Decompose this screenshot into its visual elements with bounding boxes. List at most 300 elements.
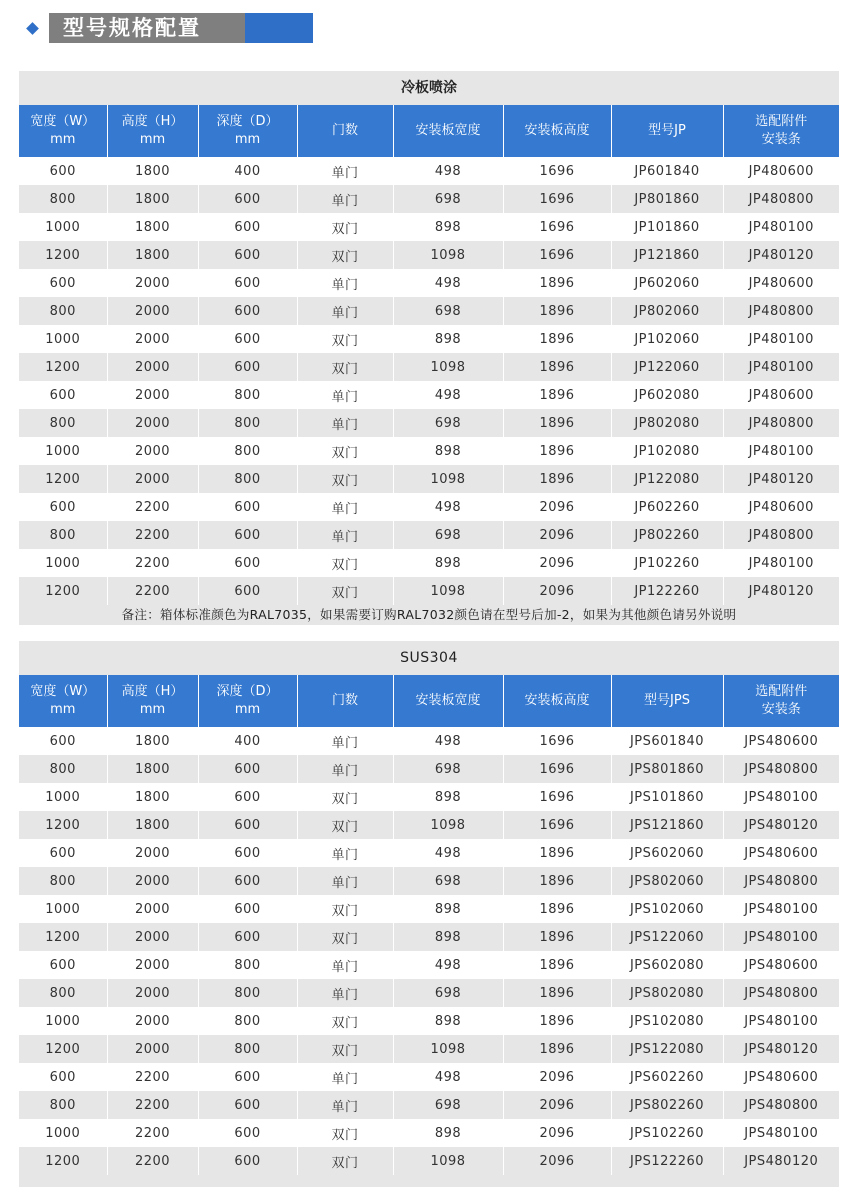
cell-plate-width: 898 <box>393 437 503 465</box>
table-header-row <box>19 105 839 157</box>
cell-width: 1200 <box>19 353 107 381</box>
cell-depth: 600 <box>198 839 297 867</box>
cell-depth: 600 <box>198 577 297 605</box>
cell-height: 2000 <box>107 867 198 895</box>
cell-accessory: JP480600 <box>723 493 839 521</box>
cell-plate-width: 898 <box>393 783 503 811</box>
cell-accessory: JP480600 <box>723 157 839 185</box>
cell-height: 2000 <box>107 979 198 1007</box>
cell-accessory: JPS480800 <box>723 755 839 783</box>
table-row <box>19 895 839 923</box>
cell-width: 600 <box>19 381 107 409</box>
cell-plate-height: 1896 <box>503 1007 611 1035</box>
cell-height: 2000 <box>107 1007 198 1035</box>
cell-model: JP102080 <box>611 437 723 465</box>
cell-model: JP601840 <box>611 157 723 185</box>
table-row <box>19 353 839 381</box>
cell-accessory: JPS480800 <box>723 867 839 895</box>
cell-accessory: JPS480120 <box>723 1147 839 1175</box>
table-row <box>19 577 839 605</box>
cell-plate-width: 698 <box>393 1091 503 1119</box>
cell-width: 1200 <box>19 577 107 605</box>
cell-model: JP602260 <box>611 493 723 521</box>
cell-depth: 600 <box>198 185 297 213</box>
cell-plate-height: 1696 <box>503 241 611 269</box>
cell-plate-width: 898 <box>393 895 503 923</box>
cell-plate-height: 1896 <box>503 839 611 867</box>
table-row <box>19 783 839 811</box>
cell-doors: 单门 <box>297 755 393 783</box>
cell-width: 600 <box>19 951 107 979</box>
cell-depth: 600 <box>198 1063 297 1091</box>
cell-model: JPS122080 <box>611 1035 723 1063</box>
cell-accessory: JP480100 <box>723 437 839 465</box>
cell-width: 1000 <box>19 437 107 465</box>
col-width: 宽度（W） mm <box>19 105 107 157</box>
cell-accessory: JPS480600 <box>723 1063 839 1091</box>
cell-doors: 单门 <box>297 1091 393 1119</box>
cell-doors: 单门 <box>297 381 393 409</box>
cell-model: JP801860 <box>611 185 723 213</box>
cell-width: 600 <box>19 493 107 521</box>
cell-plate-width: 498 <box>393 493 503 521</box>
cell-plate-width: 1098 <box>393 1035 503 1063</box>
cell-plate-height: 1696 <box>503 755 611 783</box>
cell-model: JP802060 <box>611 297 723 325</box>
cell-plate-height: 2096 <box>503 1091 611 1119</box>
cell-depth: 600 <box>198 867 297 895</box>
cell-plate-height: 1896 <box>503 923 611 951</box>
cell-accessory: JPS480100 <box>723 923 839 951</box>
cell-accessory: JP480100 <box>723 213 839 241</box>
cell-doors: 双门 <box>297 811 393 839</box>
cell-height: 1800 <box>107 783 198 811</box>
cell-width: 600 <box>19 1063 107 1091</box>
cell-plate-width: 898 <box>393 213 503 241</box>
cell-plate-width: 898 <box>393 549 503 577</box>
spec-table <box>19 675 839 1175</box>
cell-accessory: JP480120 <box>723 241 839 269</box>
cell-accessory: JP480100 <box>723 325 839 353</box>
cell-plate-width: 1098 <box>393 1147 503 1175</box>
cell-width: 600 <box>19 727 107 755</box>
cell-doors: 单门 <box>297 269 393 297</box>
cell-height: 2000 <box>107 839 198 867</box>
cell-height: 1800 <box>107 755 198 783</box>
cell-doors: 单门 <box>297 727 393 755</box>
cell-depth: 400 <box>198 727 297 755</box>
cell-plate-height: 1896 <box>503 269 611 297</box>
cell-depth: 800 <box>198 1035 297 1063</box>
cell-width: 1200 <box>19 923 107 951</box>
table-row <box>19 1119 839 1147</box>
cell-depth: 800 <box>198 409 297 437</box>
col-depth: 深度（D） mm <box>198 675 297 727</box>
col-height: 高度（H） mm <box>107 675 198 727</box>
cell-plate-width: 698 <box>393 185 503 213</box>
cell-height: 2000 <box>107 951 198 979</box>
cell-height: 2000 <box>107 465 198 493</box>
cell-depth: 800 <box>198 381 297 409</box>
cell-plate-width: 498 <box>393 839 503 867</box>
cell-depth: 600 <box>198 1147 297 1175</box>
col-model: 型号JP <box>611 105 723 157</box>
cell-plate-height: 2096 <box>503 1119 611 1147</box>
spec-table <box>19 105 839 605</box>
cell-model: JP122080 <box>611 465 723 493</box>
table-row <box>19 157 839 185</box>
cell-height: 2200 <box>107 1119 198 1147</box>
cell-depth: 600 <box>198 353 297 381</box>
cell-model: JP121860 <box>611 241 723 269</box>
table-row <box>19 1007 839 1035</box>
cell-doors: 单门 <box>297 409 393 437</box>
cell-accessory: JPS480120 <box>723 811 839 839</box>
cell-plate-height: 1696 <box>503 157 611 185</box>
cell-plate-width: 698 <box>393 521 503 549</box>
cell-plate-height: 1696 <box>503 727 611 755</box>
cell-plate-height: 1896 <box>503 381 611 409</box>
cell-model: JPS802060 <box>611 867 723 895</box>
cell-doors: 双门 <box>297 923 393 951</box>
cell-plate-height: 1896 <box>503 867 611 895</box>
cell-model: JPS102060 <box>611 895 723 923</box>
cell-model: JPS101860 <box>611 783 723 811</box>
cell-height: 2000 <box>107 325 198 353</box>
table-row <box>19 213 839 241</box>
cell-depth: 600 <box>198 493 297 521</box>
cell-doors: 双门 <box>297 437 393 465</box>
cell-plate-width: 498 <box>393 269 503 297</box>
cell-accessory: JP480800 <box>723 297 839 325</box>
cell-depth: 600 <box>198 1091 297 1119</box>
cell-depth: 800 <box>198 1007 297 1035</box>
cell-plate-height: 1896 <box>503 1035 611 1063</box>
cell-accessory: JPS480800 <box>723 979 839 1007</box>
cell-model: JPS602260 <box>611 1063 723 1091</box>
cell-model: JP122060 <box>611 353 723 381</box>
cell-plate-width: 1098 <box>393 465 503 493</box>
cell-width: 800 <box>19 755 107 783</box>
cell-width: 1000 <box>19 783 107 811</box>
cell-plate-width: 698 <box>393 979 503 1007</box>
cell-height: 1800 <box>107 811 198 839</box>
cell-width: 800 <box>19 297 107 325</box>
cell-plate-width: 698 <box>393 297 503 325</box>
cell-width: 1000 <box>19 895 107 923</box>
cell-doors: 单门 <box>297 185 393 213</box>
cell-height: 2000 <box>107 353 198 381</box>
cell-height: 2200 <box>107 549 198 577</box>
cell-plate-width: 498 <box>393 157 503 185</box>
col-height: 高度（H） mm <box>107 105 198 157</box>
table-row <box>19 951 839 979</box>
cell-width: 800 <box>19 185 107 213</box>
cell-width: 800 <box>19 867 107 895</box>
table-row <box>19 325 839 353</box>
cell-width: 1200 <box>19 241 107 269</box>
cell-height: 2000 <box>107 297 198 325</box>
cell-height: 1800 <box>107 213 198 241</box>
col-model: 型号JPS <box>611 675 723 727</box>
cell-doors: 双门 <box>297 353 393 381</box>
cell-doors: 单门 <box>297 867 393 895</box>
cell-depth: 800 <box>198 979 297 1007</box>
cell-doors: 双门 <box>297 1119 393 1147</box>
cell-model: JPS801860 <box>611 755 723 783</box>
table-row <box>19 1063 839 1091</box>
cell-depth: 600 <box>198 269 297 297</box>
col-plate-height: 安装板高度 <box>503 675 611 727</box>
cell-plate-height: 1896 <box>503 895 611 923</box>
cell-plate-height: 1696 <box>503 213 611 241</box>
cell-model: JPS602060 <box>611 839 723 867</box>
cell-doors: 双门 <box>297 1007 393 1035</box>
cell-plate-width: 1098 <box>393 241 503 269</box>
cell-plate-width: 498 <box>393 381 503 409</box>
cell-plate-width: 898 <box>393 923 503 951</box>
cell-model: JPS601840 <box>611 727 723 755</box>
cell-width: 800 <box>19 409 107 437</box>
cell-depth: 800 <box>198 465 297 493</box>
cell-height: 2000 <box>107 895 198 923</box>
cell-accessory: JP480800 <box>723 409 839 437</box>
cell-doors: 双门 <box>297 465 393 493</box>
cell-height: 1800 <box>107 727 198 755</box>
table-header-row <box>19 675 839 727</box>
cell-model: JPS122260 <box>611 1147 723 1175</box>
cell-width: 1200 <box>19 811 107 839</box>
page-title: 型号规格配置 <box>49 13 245 43</box>
cell-depth: 600 <box>198 1119 297 1147</box>
cell-plate-height: 2096 <box>503 577 611 605</box>
cell-doors: 单门 <box>297 1063 393 1091</box>
cell-plate-height: 2096 <box>503 549 611 577</box>
col-doors: 门数 <box>297 675 393 727</box>
cell-doors: 单门 <box>297 839 393 867</box>
cell-width: 1000 <box>19 1119 107 1147</box>
col-plate-width: 安装板宽度 <box>393 105 503 157</box>
cell-plate-width: 498 <box>393 1063 503 1091</box>
cell-plate-width: 1098 <box>393 811 503 839</box>
cell-model: JPS802260 <box>611 1091 723 1119</box>
cell-model: JP802260 <box>611 521 723 549</box>
col-plate-height: 安装板高度 <box>503 105 611 157</box>
cell-width: 1000 <box>19 549 107 577</box>
cell-width: 800 <box>19 1091 107 1119</box>
section-header <box>22 13 313 43</box>
cell-height: 2000 <box>107 381 198 409</box>
cell-height: 2200 <box>107 1147 198 1175</box>
cell-doors: 单门 <box>297 493 393 521</box>
cell-accessory: JPS480120 <box>723 1035 839 1063</box>
cell-doors: 双门 <box>297 1147 393 1175</box>
cell-accessory: JP480600 <box>723 269 839 297</box>
cell-doors: 双门 <box>297 325 393 353</box>
table-row <box>19 811 839 839</box>
cell-doors: 单门 <box>297 951 393 979</box>
table-cold-plate <box>19 71 839 625</box>
cell-depth: 800 <box>198 951 297 979</box>
cell-depth: 600 <box>198 325 297 353</box>
table-row <box>19 493 839 521</box>
cell-height: 1800 <box>107 185 198 213</box>
table-row <box>19 185 839 213</box>
cell-model: JPS102080 <box>611 1007 723 1035</box>
cell-depth: 600 <box>198 755 297 783</box>
table-caption: 冷板喷涂 <box>19 71 839 105</box>
table-row <box>19 521 839 549</box>
cell-depth: 800 <box>198 437 297 465</box>
col-accessory: 选配附件 安装条 <box>723 675 839 727</box>
table-row <box>19 727 839 755</box>
cell-model: JPS121860 <box>611 811 723 839</box>
cell-depth: 600 <box>198 213 297 241</box>
cell-accessory: JPS480100 <box>723 895 839 923</box>
cell-model: JP101860 <box>611 213 723 241</box>
cell-height: 2200 <box>107 1063 198 1091</box>
cell-accessory: JPS480600 <box>723 839 839 867</box>
cell-doors: 双门 <box>297 241 393 269</box>
cell-plate-height: 2096 <box>503 521 611 549</box>
cell-width: 600 <box>19 269 107 297</box>
cell-plate-height: 1696 <box>503 185 611 213</box>
cell-accessory: JPS480600 <box>723 727 839 755</box>
cell-height: 2000 <box>107 409 198 437</box>
cell-accessory: JP480800 <box>723 185 839 213</box>
cell-doors: 单门 <box>297 521 393 549</box>
table-row <box>19 867 839 895</box>
cell-accessory: JPS480600 <box>723 951 839 979</box>
cell-plate-width: 698 <box>393 755 503 783</box>
cell-width: 1200 <box>19 1035 107 1063</box>
cell-width: 1200 <box>19 465 107 493</box>
cell-plate-width: 1098 <box>393 577 503 605</box>
table-footer-band <box>19 1175 839 1187</box>
cell-plate-height: 2096 <box>503 493 611 521</box>
cell-plate-width: 1098 <box>393 353 503 381</box>
cell-accessory: JPS480100 <box>723 1119 839 1147</box>
cell-height: 2200 <box>107 521 198 549</box>
table-row <box>19 409 839 437</box>
table-row <box>19 1091 839 1119</box>
table-row <box>19 839 839 867</box>
cell-depth: 600 <box>198 923 297 951</box>
col-depth: 深度（D） mm <box>198 105 297 157</box>
cell-plate-height: 1896 <box>503 979 611 1007</box>
cell-height: 2200 <box>107 493 198 521</box>
col-width: 宽度（W） mm <box>19 675 107 727</box>
cell-model: JPS602080 <box>611 951 723 979</box>
cell-plate-width: 898 <box>393 325 503 353</box>
cell-doors: 双门 <box>297 783 393 811</box>
cell-model: JP602080 <box>611 381 723 409</box>
cell-plate-height: 1896 <box>503 437 611 465</box>
table-caption: SUS304 <box>19 641 839 675</box>
cell-plate-width: 898 <box>393 1007 503 1035</box>
cell-doors: 双门 <box>297 577 393 605</box>
cell-model: JP602060 <box>611 269 723 297</box>
cell-height: 2000 <box>107 923 198 951</box>
cell-depth: 600 <box>198 241 297 269</box>
cell-height: 1800 <box>107 241 198 269</box>
cell-depth: 600 <box>198 783 297 811</box>
cell-model: JP102060 <box>611 325 723 353</box>
cell-width: 1000 <box>19 1007 107 1035</box>
cell-accessory: JP480100 <box>723 353 839 381</box>
table-sus304 <box>19 641 839 1187</box>
cell-accessory: JP480120 <box>723 577 839 605</box>
cell-doors: 双门 <box>297 213 393 241</box>
cell-width: 600 <box>19 157 107 185</box>
table-note: 备注：箱体标准颜色为RAL7035，如果需要订购RAL7032颜色请在型号后加-2，如果为其他颜色请另外说明 <box>19 605 839 625</box>
table-row <box>19 269 839 297</box>
cell-plate-height: 1696 <box>503 783 611 811</box>
cell-plate-height: 2096 <box>503 1063 611 1091</box>
cell-doors: 双门 <box>297 895 393 923</box>
cell-accessory: JP480120 <box>723 465 839 493</box>
cell-plate-width: 498 <box>393 951 503 979</box>
cell-plate-height: 1896 <box>503 325 611 353</box>
cell-width: 800 <box>19 979 107 1007</box>
cell-height: 2000 <box>107 1035 198 1063</box>
cell-accessory: JPS480100 <box>723 783 839 811</box>
title-accent-bar <box>245 13 313 43</box>
cell-height: 2200 <box>107 1091 198 1119</box>
cell-depth: 400 <box>198 157 297 185</box>
table-row <box>19 979 839 1007</box>
table-row <box>19 241 839 269</box>
table-row <box>19 437 839 465</box>
col-plate-width: 安装板宽度 <box>393 675 503 727</box>
col-doors: 门数 <box>297 105 393 157</box>
cell-width: 600 <box>19 839 107 867</box>
cell-doors: 双门 <box>297 1035 393 1063</box>
cell-doors: 单门 <box>297 157 393 185</box>
cell-plate-width: 498 <box>393 727 503 755</box>
cell-accessory: JP480800 <box>723 521 839 549</box>
cell-model: JP802080 <box>611 409 723 437</box>
table-row <box>19 549 839 577</box>
diamond-bullet-icon <box>26 22 39 35</box>
cell-model: JPS102260 <box>611 1119 723 1147</box>
cell-accessory: JPS480800 <box>723 1091 839 1119</box>
cell-model: JPS802080 <box>611 979 723 1007</box>
cell-plate-height: 2096 <box>503 1147 611 1175</box>
cell-plate-height: 1896 <box>503 353 611 381</box>
col-accessory: 选配附件 安装条 <box>723 105 839 157</box>
table-row <box>19 465 839 493</box>
cell-depth: 600 <box>198 297 297 325</box>
cell-plate-height: 1696 <box>503 811 611 839</box>
cell-plate-width: 698 <box>393 867 503 895</box>
cell-width: 1000 <box>19 325 107 353</box>
table-row <box>19 1147 839 1175</box>
cell-plate-width: 898 <box>393 1119 503 1147</box>
cell-width: 800 <box>19 521 107 549</box>
cell-width: 1000 <box>19 213 107 241</box>
cell-width: 1200 <box>19 1147 107 1175</box>
cell-accessory: JPS480100 <box>723 1007 839 1035</box>
cell-accessory: JP480100 <box>723 549 839 577</box>
cell-depth: 600 <box>198 521 297 549</box>
cell-height: 2200 <box>107 577 198 605</box>
cell-accessory: JP480600 <box>723 381 839 409</box>
cell-height: 2000 <box>107 269 198 297</box>
table-row <box>19 755 839 783</box>
cell-model: JP102260 <box>611 549 723 577</box>
cell-depth: 600 <box>198 895 297 923</box>
